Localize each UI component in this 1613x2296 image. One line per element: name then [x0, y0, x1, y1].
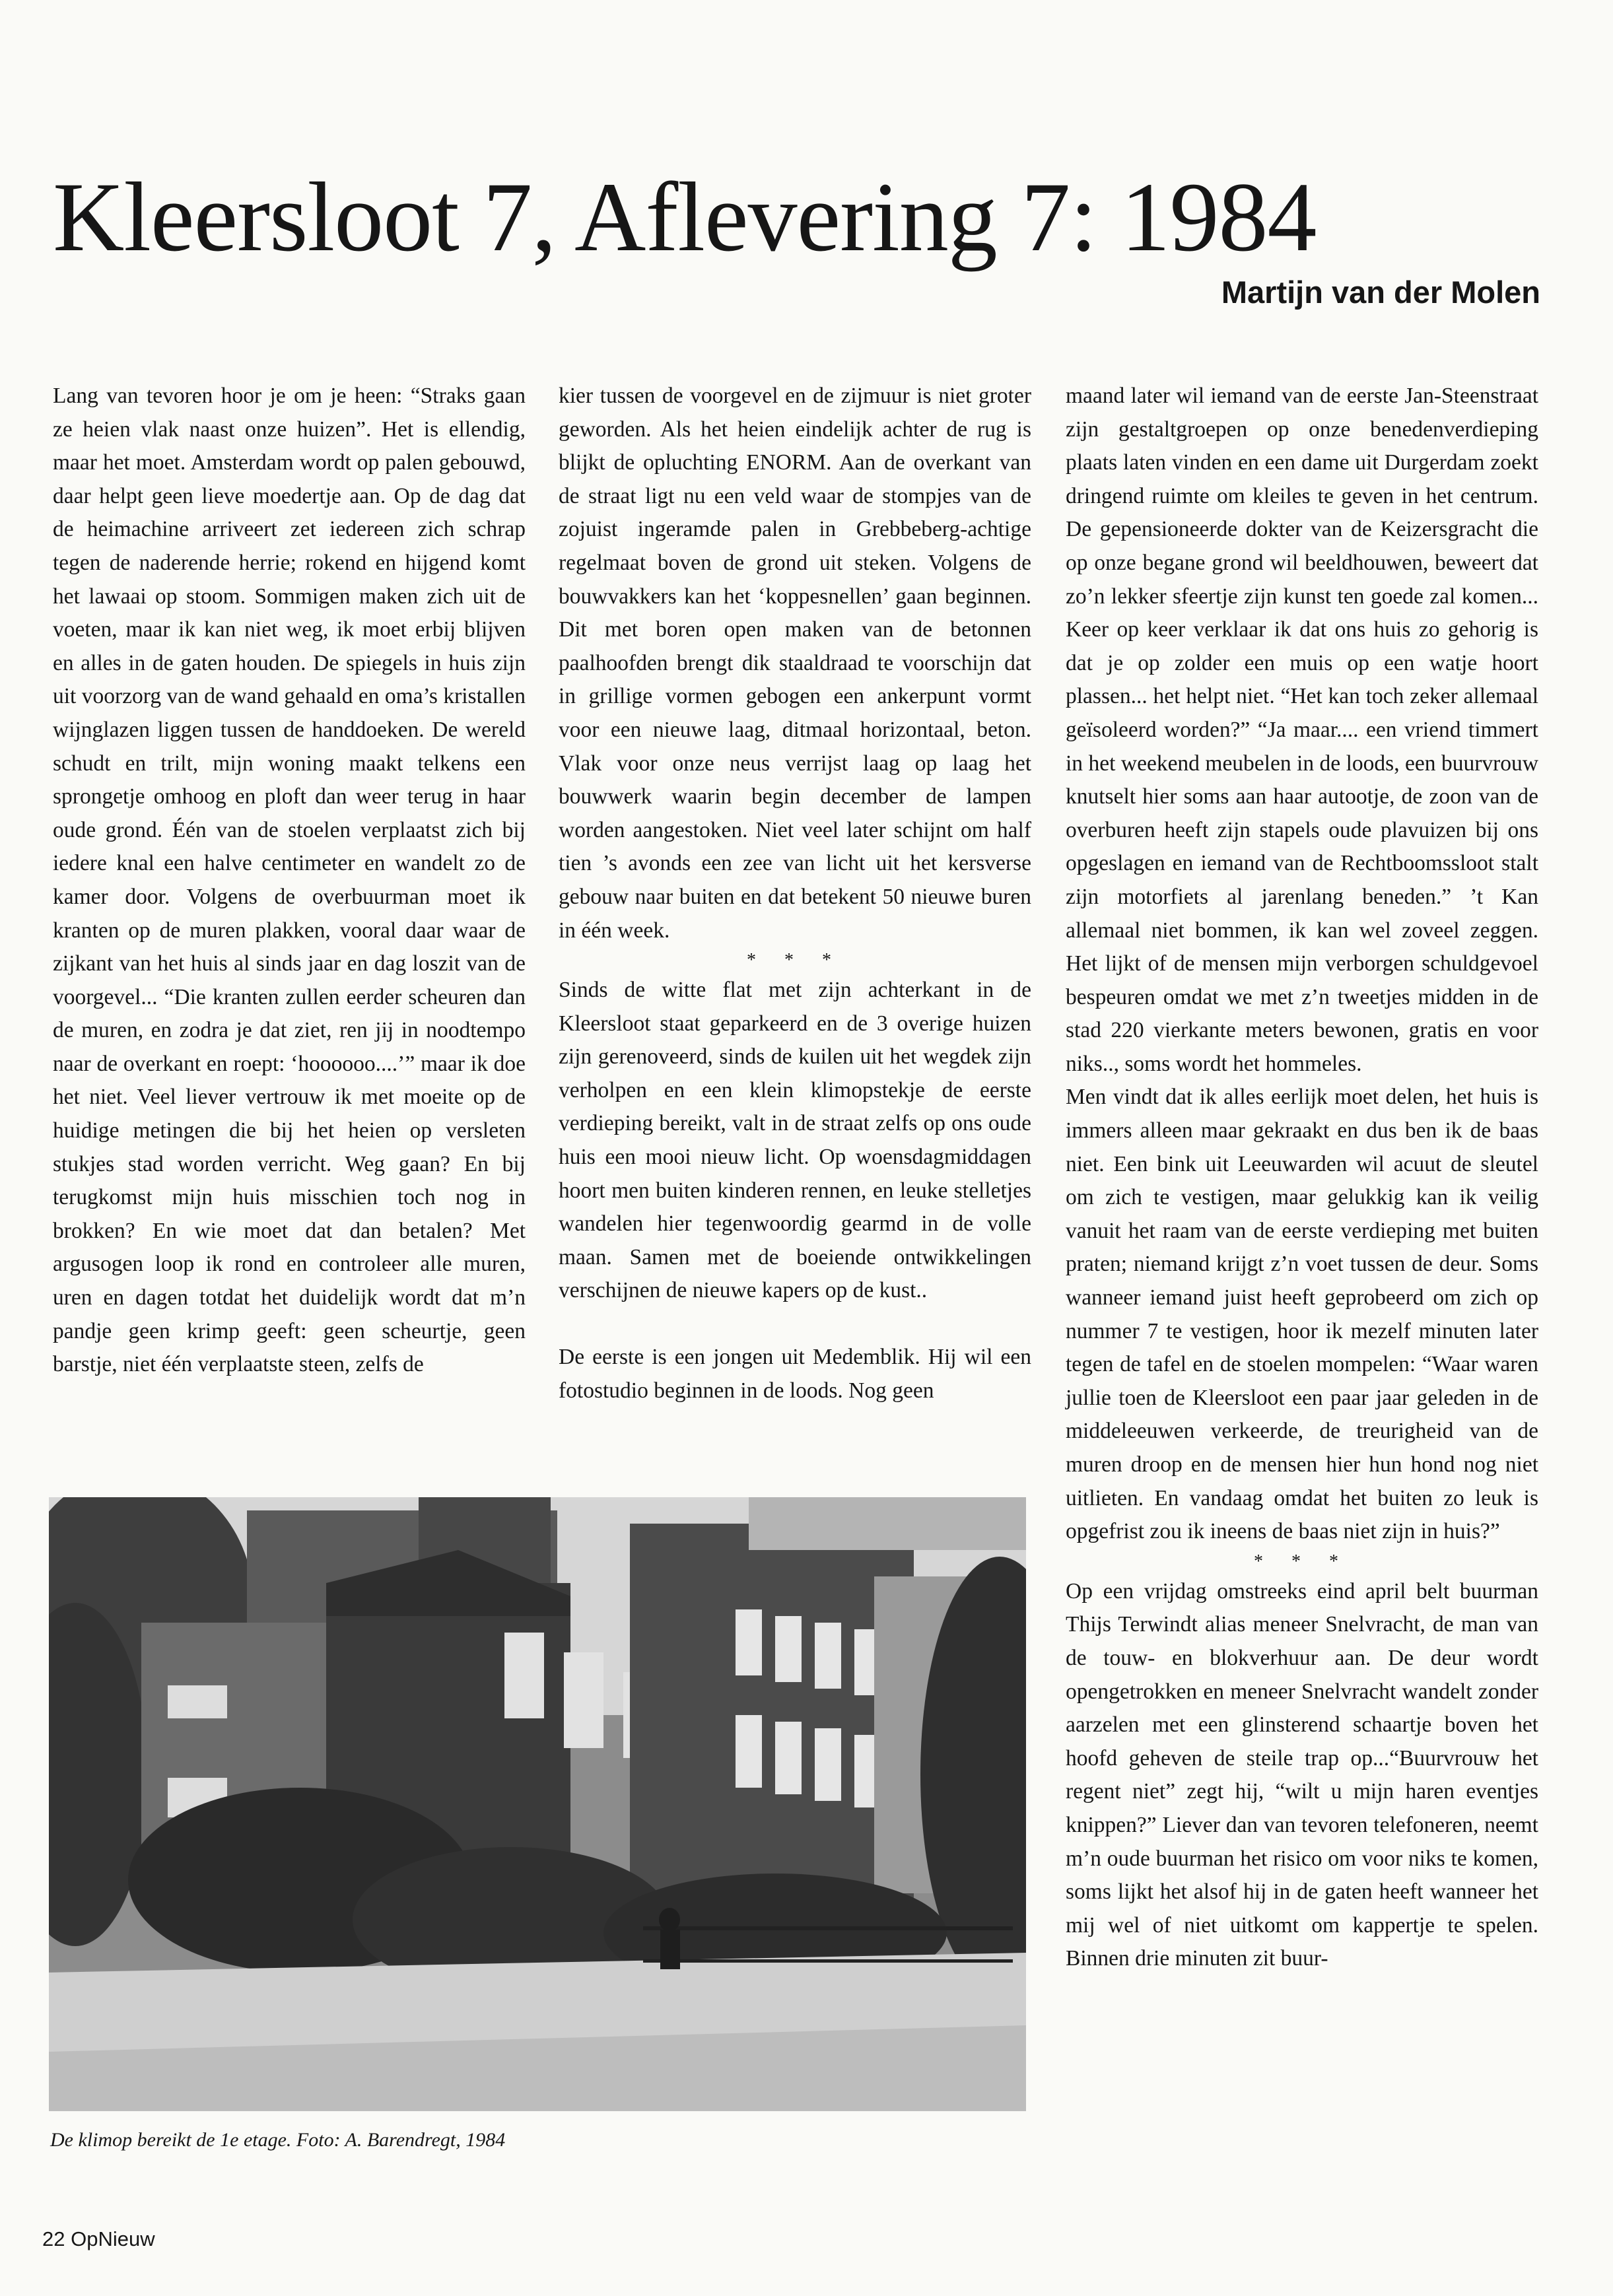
paragraph: kier tussen de voorgevel en de zijmuur is niet groter geworden. Als het heien eindelijk achter de rug is blijkt de opluchting ENORM. Aan de overkant van de straat ligt nu een veld waar de stompjes van de zojuist ingeramde palen in Grebbeberg-achtige regelmaat boven de grond uit steken. Volgens de bouwvakkers kan het ‘koppesnellen’ gaan beginnen. Dit met boren open maken van de betonnen paalhoofden brengt dik staaldraad te voorschijn dat in grillige vormen gebogen een ankerpunt vormt voor een nieuwe laag, ditmaal horizontaal, beton. Vlak voor onze neus verrijst laag op laag het bouwwerk waarin begin december de lampen worden aangestoken. Niet veel later schijnt om half tien ’s avonds een zee van licht uit het kersverse gebouw naar buiten en dat betekent 50 nieuwe buren in één week.	[559, 384, 1031, 943]
street-photo-illustration	[49, 1497, 1026, 2111]
photo-caption: De klimop bereikt de 1e etage. Foto: A. Barendregt, 1984	[50, 2129, 506, 2151]
paragraph: Op een vrijdag omstreeks eind april belt buurman Thijs Terwindt alias meneer Snelvracht, de man van de touw- en blokverhuur aan. De deur wordt opengetrokken en meneer Snelvracht wandelt zonder aarzelen met een glinsterend schaartje boven het hoofd geheven de steile trap op...“Buurvrouw het regent niet” zegt hij, “wilt u mijn haren eventjes knippen?” Liever dan van tevoren telefoneren, neemt m’n oude buurman het risico om voor niks te komen, soms lijkt het alsof hij in de gaten heeft wanneer het mij wel of niet uitkomt om kappertje te spelen. Binnen drie minuten zit buur-	[1066, 1578, 1538, 1971]
section-separator: * * *	[1254, 1551, 1350, 1572]
article-title: Kleersloot 7, Aflevering 7: 1984	[53, 162, 1317, 272]
page-footer: 22 OpNieuw	[42, 2227, 155, 2250]
paragraph: Lang van tevoren hoor je om je heen: “Straks gaan ze heien vlak naast onze huizen”. Het is ellendig, maar het moet. Amsterdam wordt op palen gebouwd, daar helpt geen lieve moedertje aan. Op de dag dat de heimachine arriveert zet iedereen zich schrap tegen de naderende herrie; rokend en hijgend komt het lawaai op stoom. Sommigen maken zich uit de voeten, maar ik kan niet weg, ik moet erbij blijven en alles in de gaten houden. De spiegels in huis zijn uit voorzorg van de wand gehaald en oma’s kristallen wijnglazen liggen tussen de handdoeken. De wereld schudt en trilt, mijn woning maakt telkens een sprongetje omhoog en ploft dan weer terug in haar oude grond. Één van de stoelen verplaatst zich bij iedere knal een halve centimeter en wandelt zo de kamer door. Volgens de overbuurman moet ik kranten op de muren plakken, vooral daar waar de zijkant van het huis al sinds jaar en dag loszit van de voorgevel... “Die kranten zullen eerder scheuren dan de muren, en zodra je dat ziet, ren jij in noodtempo naar de overkant en roept: ‘hoooooo....’” maar ik doe het niet. Veel liever vertrouw ik met moeite op de huidige metingen die bij het heien op versleten stukjes stad worden verricht. Weg gaan? En bij terugkomst mijn huis misschien toch nog in brokken? En wie moet dat dan betalen? Met argusogen loop ik rond en controleer alle muren, uren en dagen totdat het duidelijk wordt dat m’n pandje geen krimp geeft: geen scheurtje, geen barstje, niet één verplaatste steen, zelfs de	[53, 384, 526, 1377]
paragraph: De eerste is een jongen uit Medemblik. Hij wil een fotostudio beginnen in de loods. Nog geen	[559, 1345, 1031, 1403]
street-photo	[49, 1497, 1026, 2111]
paragraph: maand later wil iemand van de eerste Jan-Steenstraat zijn gestaltgroepen op onze benedenverdieping plaats laten vinden en een dame uit Durgerdam zoekt dringend ruimte om kleiles te geven in het centrum. De gepensioneerde dokter van de Keizersgracht die op onze begane grond wil beeldhouwen, beweert dat zo’n lekker sfeertje zijn kunst ten goede zal komen... Keer op keer verklaar ik dat ons huis zo gehorig is dat je op zolder een muis op een watje hoort plassen... het helpt niet. “Het kan toch zeker allemaal geïsoleerd worden?” “Ja maar.... een vriend timmert in het weekend meubelen in de loods, een buurvrouw knutselt hier soms aan haar autootje, de zoon van de overburen heeft zijn stapels oude plavuizen bij ons opgeslagen en iemand van de Rechtboomssloot stalt zijn motorfiets al jarenlang beneden.” ’t Kan allemaal niet bommen, ik kan wel zoveel zeggen. Het lijkt of de mensen mijn verborgen schuldgevoel bespeuren omdat we met z’n tweetjes midden in de stad 220 vierkante meters bewonen, gratis en voor niks.., soms wordt het hommeles.	[1066, 384, 1538, 1076]
paragraph: Men vindt dat ik alles eerlijk moet delen, het huis is immers alleen maar gekraakt en dus ben ik de baas niet. Een bink uit Leeuwarden wil acuut de sleutel om zich te vestigen, maar gelukkig kan ik veilig vanuit het raam van de eerste verdieping met buiten praten; niemand krijgt z’n voet tussen de deur. Soms wanneer iemand juist heeft geprobeerd om zich op nummer 7 te vestigen, hoor ik mezelf minuten later tegen de tafel en de stoelen mompelen: “Waar waren jullie toen de Kleersloot een paar jaar geleden in de middeleeuwen verkeerde, de treurigheid van de muren droop en de mensen hier hun hond nog niet uitlieten. En vandaag omdat het buiten zo leuk is opgefrist zou ik ineens de baas niet zijn in huis?”	[1066, 1085, 1538, 1544]
text-column-3	[1066, 380, 1538, 1976]
paragraph: Sinds de witte flat met zijn achterkant in de Kleersloot staat geparkeerd en de 3 overige huizen zijn gerenoveerd, sinds de kuilen uit het wegdek zijn verholpen en een klein klimopstekje de eerste verdieping bereikt, valt in de straat zelfs op ons oude huis een mooi nieuw licht. Op woensdagmiddagen hoort men buiten kinderen rennen, en leuke stelletjes wandelen hier tegenwoordig gearmd in de volle maan. Samen met de boeiende ontwikkelingen verschijnen de nieuwe kapers op de kust..	[559, 978, 1031, 1303]
section-separator: * * *	[747, 950, 843, 971]
text-column-2	[559, 380, 1031, 1407]
author-byline: Martijn van der Molen	[1221, 275, 1540, 310]
text-column-1	[53, 380, 526, 1382]
